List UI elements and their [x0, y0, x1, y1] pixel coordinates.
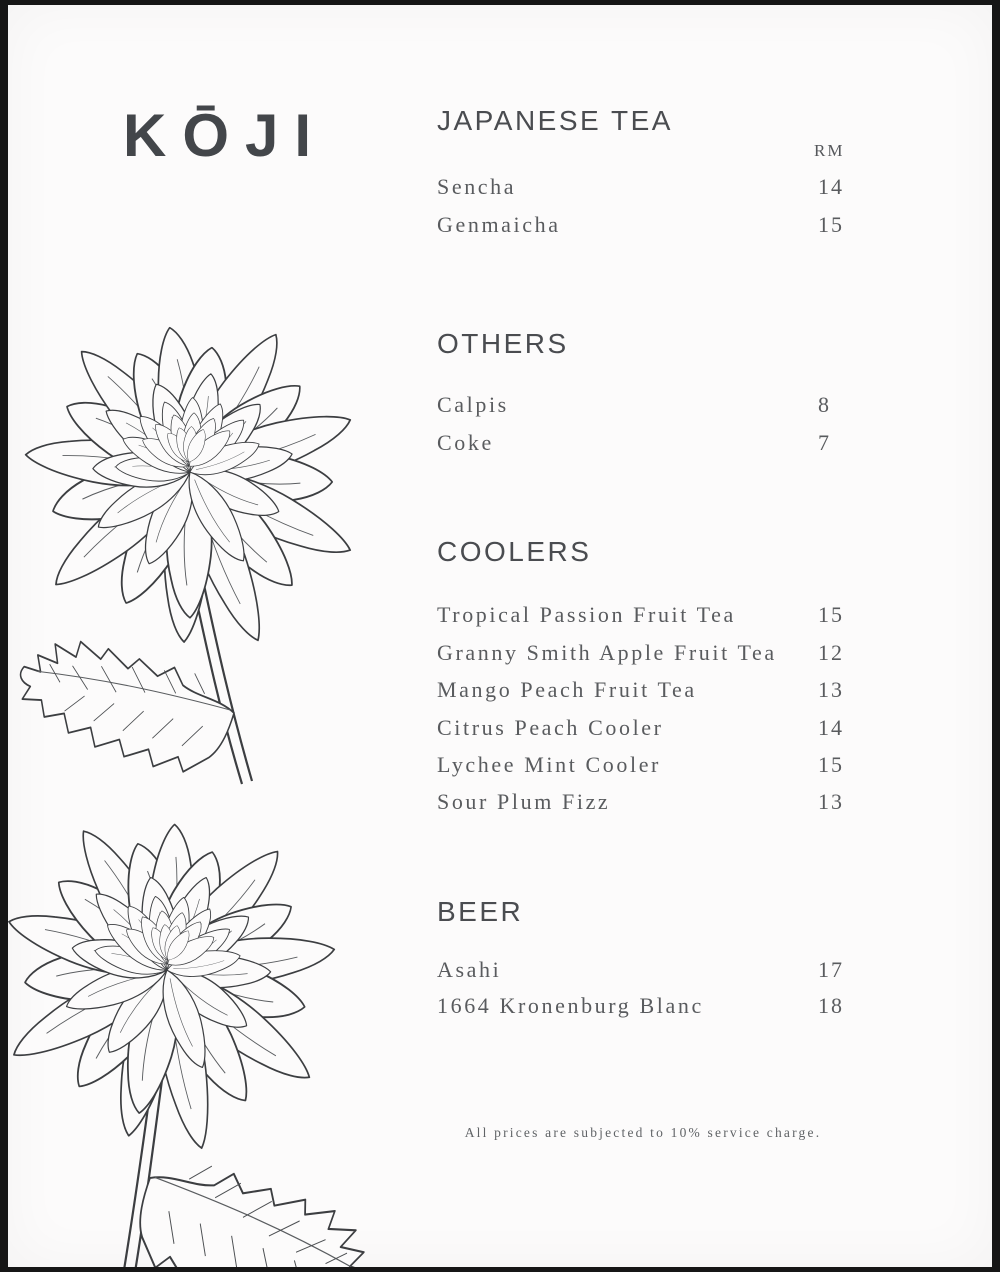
menu-item-row — [437, 640, 861, 672]
currency-column-label: RM — [814, 141, 845, 160]
item-name: Asahi — [437, 957, 502, 982]
item-price: 14 — [818, 715, 844, 740]
item-name: Calpis — [437, 392, 509, 417]
item-price: 15 — [818, 602, 844, 627]
item-name: Granny Smith Apple Fruit Tea — [437, 640, 777, 665]
item-name: Sour Plum Fizz — [437, 789, 611, 814]
item-name: Citrus Peach Cooler — [437, 715, 664, 740]
item-name: Tropical Passion Fruit Tea — [437, 602, 736, 627]
menu-item-row — [437, 430, 861, 462]
service-charge-note: All prices are subjected to 10% service charge. — [464, 1125, 822, 1140]
item-price: 7 — [818, 430, 831, 455]
menu-page — [8, 5, 992, 1267]
item-price: 13 — [818, 677, 844, 702]
section-title: JAPANESE TEA — [437, 105, 673, 136]
section-title: BEER — [437, 896, 524, 927]
item-price: 13 — [818, 789, 844, 814]
dahlia-illustration-upper — [8, 285, 378, 790]
item-name: Genmaicha — [437, 212, 561, 237]
item-name: Sencha — [437, 174, 517, 199]
dahlia-flower-icon — [8, 285, 378, 790]
item-price: 15 — [818, 212, 844, 237]
item-name: Lychee Mint Cooler — [437, 752, 661, 777]
brand-logo: KŌJI — [123, 102, 328, 169]
dahlia-illustration-lower — [8, 788, 432, 1267]
section-title: COOLERS — [437, 536, 592, 567]
item-price: 17 — [818, 957, 844, 982]
menu-item-row — [437, 752, 861, 784]
item-price: 12 — [818, 640, 844, 665]
menu-item-row — [437, 993, 861, 1025]
dahlia-flower-icon — [8, 788, 432, 1267]
item-price: 18 — [818, 993, 844, 1018]
item-price: 15 — [818, 752, 844, 777]
section-title: OTHERS — [437, 328, 569, 359]
menu-item-row — [437, 789, 861, 821]
menu-item-row — [437, 677, 861, 709]
menu-item-row — [437, 715, 861, 747]
item-price: 14 — [818, 174, 844, 199]
menu-item-row — [437, 174, 861, 206]
item-name: Mango Peach Fruit Tea — [437, 677, 697, 702]
item-name: Coke — [437, 430, 494, 455]
item-price: 8 — [818, 392, 831, 417]
menu-item-row — [437, 602, 861, 634]
item-name: 1664 Kronenburg Blanc — [437, 993, 704, 1018]
menu-item-row — [437, 212, 861, 244]
menu-item-row — [437, 957, 861, 989]
menu-item-row — [437, 392, 861, 424]
